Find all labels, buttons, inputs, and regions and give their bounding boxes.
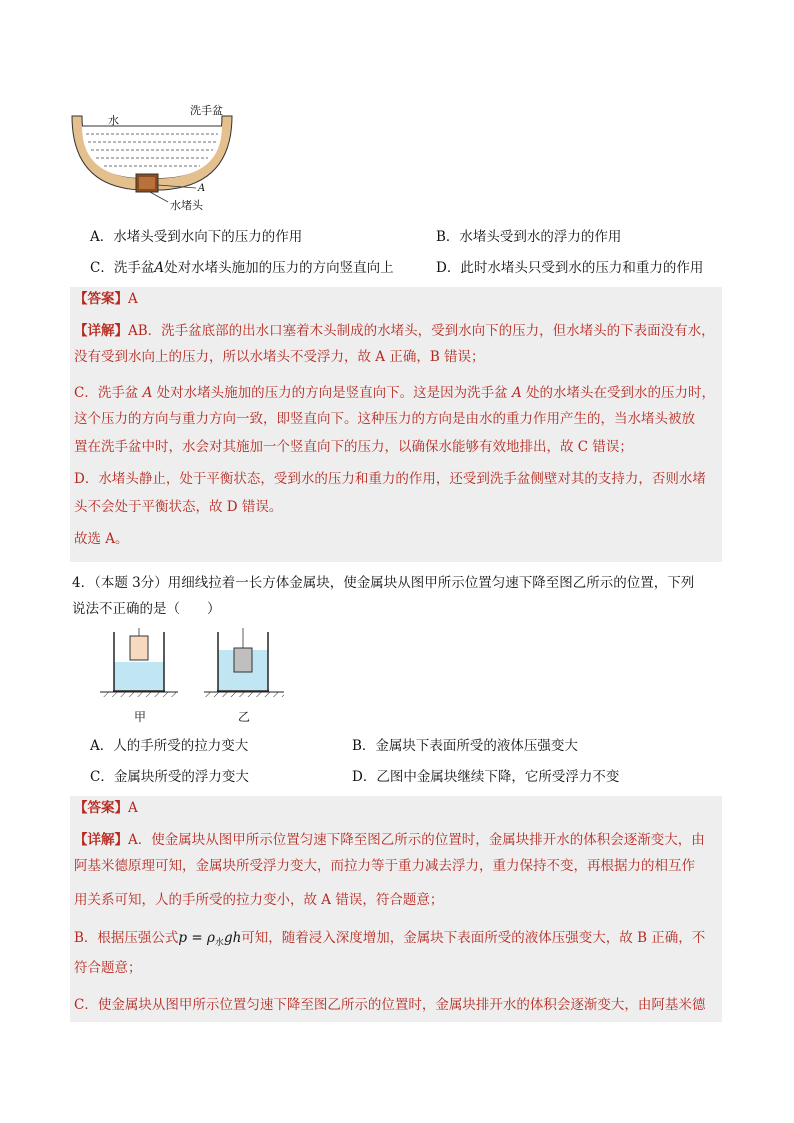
label-a: A (198, 183, 206, 194)
q3-detail-line-4: 这个压力的方向与重力方向一致，即竖直向下。这种压力的方向是由水的重力作用产生的，当水堵头被放 (74, 411, 695, 427)
q3-detail-line-1: 【详解】AB．洗手盆底部的出水口塞着木头制成的水堵头，受到水向下的压力，但水堵头的下表面没有水， (74, 323, 715, 339)
label-jia: 甲 (134, 710, 147, 724)
beaker-yi (204, 628, 284, 697)
q3-detail-line-8: 故选 A。 (74, 531, 129, 547)
q4-option-c: C．金属块所受的浮力变大 (90, 769, 249, 785)
metal-block-yi (234, 648, 252, 672)
beaker-figures (96, 628, 296, 728)
q4-detail-line-5: 符合题意； (74, 960, 142, 976)
q3-option-a: A．水堵头受到水向下的压力的作用 (90, 229, 303, 245)
label-yi: 乙 (238, 710, 251, 724)
basin-figure (64, 98, 254, 218)
q4-stem-line-1: 4．（本题 3分）用细线拉着一长方体金属块，使金属块从图甲所示位置匀速下降至图乙所示的位置，下列 (72, 575, 695, 591)
q4-option-b: B．金属块下表面所受的液体压强变大 (352, 738, 578, 754)
q3-detail-line-3: C．洗手盆 A 处对水堵头施加的压力的方向是竖直向下。这是因为洗手盆 A 处的水堵头在受到水的压力时， (74, 385, 716, 401)
label-basin: 洗手盆 (190, 104, 223, 117)
q3-detail-line-2: 没有受到水向上的压力，所以水堵头不受浮力，故 A 正确，B 错误； (74, 349, 485, 365)
q3-option-c: C．洗手盆A处对水堵头施加的压力的方向竖直向上 (90, 260, 394, 276)
metal-block-jia (130, 636, 148, 660)
q4-stem-line-2: 说法不正确的是（ ） (72, 601, 221, 617)
q3-answer-block (70, 287, 722, 562)
q4-answer-block (70, 796, 722, 1022)
q4-detail-line-1: 【详解】A．使金属块从图甲所示位置匀速下降至图乙所示的位置时，金属块排开水的体积会逐渐变大，由 (74, 832, 705, 848)
q4-detail-line-3: 用关系可知，人的手所受的拉力变小，故 A 错误，符合题意； (74, 892, 444, 908)
q4-option-d: D．乙图中金属块继续下降，它所受浮力不变 (352, 769, 620, 785)
q4-detail-line-2: 阿基米德原理可知，金属块所受浮力变大，而拉力等于重力减去浮力，重力保持不变，再根据力的相互作 (74, 858, 695, 874)
label-water: 水 (108, 114, 119, 127)
q3-option-d: D．此时水堵头只受到水的压力和重力的作用 (436, 260, 704, 276)
q3-detail-line-5: 置在洗手盆中时，水会对其施加一个竖直向下的压力，以确保水能够有效地排出，故 C 错误； (74, 439, 633, 455)
q3-answer: 【答案】A (74, 291, 138, 307)
q4-detail-line-4: B．根据压强公式$p = \rho_水gh$可知，随着浸入深度增加，金属块下表面所受的液体压强变大，故 B 正确，不 (74, 930, 706, 948)
q3-detail-line-7: 头不会处于平衡状态，故 D 错误。 (74, 499, 283, 515)
q3-option-b: B．水堵头受到水的浮力的作用 (436, 229, 622, 245)
beaker-jia (100, 628, 178, 697)
q4-answer: 【答案】A (74, 800, 138, 816)
label-plug: 水堵头 (170, 199, 203, 212)
q4-detail-line-6: C．使金属块从图甲所示位置匀速下降至图乙所示的位置时，金属块排开水的体积会逐渐变大，由阿基米德 (74, 997, 706, 1013)
q4-option-a: A．人的手所受的拉力变大 (90, 738, 249, 754)
q3-detail-line-6: D．水堵头静止，处于平衡状态，受到水的压力和重力的作用，还受到洗手盆侧壁对其的支持力，否则水堵 (74, 471, 706, 487)
